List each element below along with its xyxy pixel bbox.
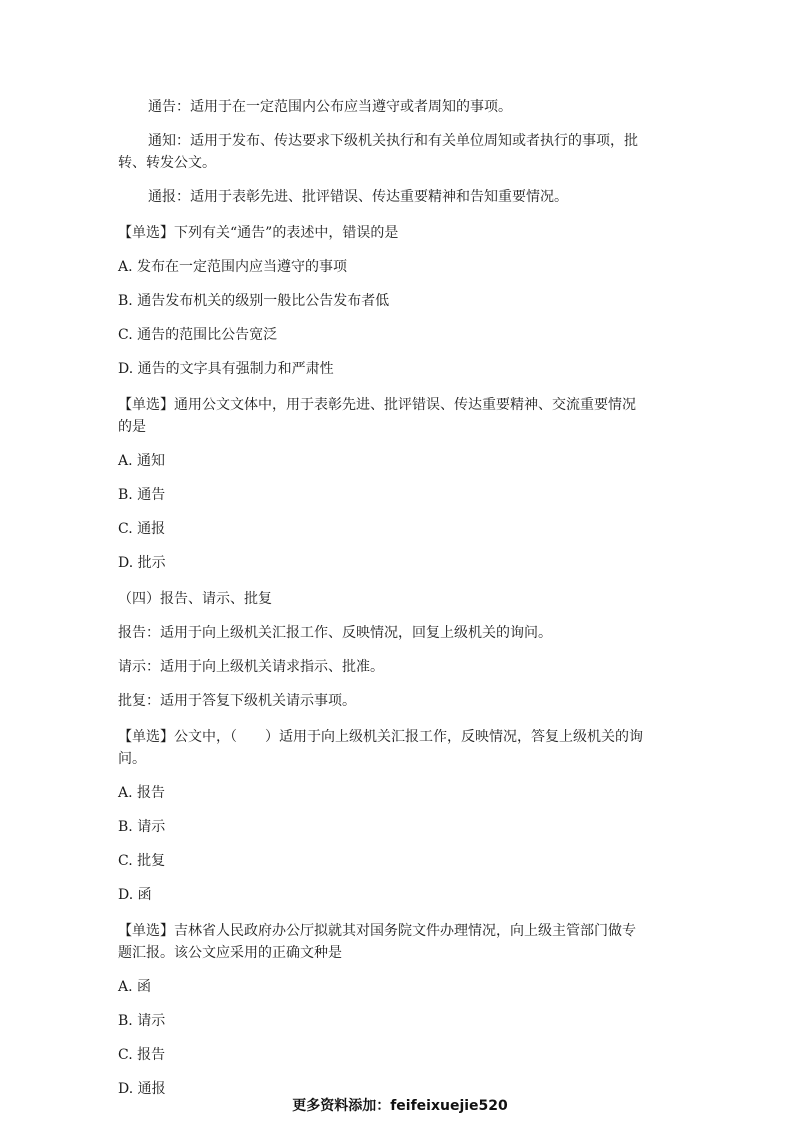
question-stem: 【单选】通用公文文体中，用于表彰先进、批评错误、传达重要精神、交流重要情况的是 xyxy=(118,397,636,435)
option-a: A. 通知 xyxy=(118,453,166,469)
question-stem: 【单选】下列有关“通告”的表述中，错误的是 xyxy=(118,225,399,241)
option-c: C. 通告的范围比公告宽泛 xyxy=(118,327,278,343)
question-1 xyxy=(118,222,648,380)
option-c: C. 通报 xyxy=(118,521,166,537)
question-3 xyxy=(118,726,648,906)
option-a: A. 报告 xyxy=(118,785,166,801)
document-body xyxy=(118,96,648,1100)
footer-contact: 更多资料添加：feifeixuejie520 xyxy=(292,1098,508,1114)
option-c: C. 报告 xyxy=(118,1047,166,1063)
question-stem: 【单选】吉林省人民政府办公厅拟就其对国务院文件办理情况，向上级主管部门做专题汇报。该公文应采用的正确文种是 xyxy=(118,923,636,961)
definition-baogao: 报告：适用于向上级机关汇报工作、反映情况，回复上级机关的询问。 xyxy=(118,625,552,641)
option-d: D. 函 xyxy=(118,887,152,903)
option-d: D. 通报 xyxy=(118,1081,166,1097)
option-a: A. 函 xyxy=(118,979,152,995)
definition-pifu: 批复：适用于答复下级机关请示事项。 xyxy=(118,693,356,709)
option-b: B. 请示 xyxy=(118,819,166,835)
option-d: D. 通告的文字具有强制力和严肃性 xyxy=(118,361,334,377)
option-d: D. 批示 xyxy=(118,555,166,571)
section-report-request-reply xyxy=(118,588,648,712)
paragraph-tongzhi: 通知：适用于发布、传达要求下级机关执行和有关单位周知或者执行的事项，批转、转发公文。 xyxy=(118,133,638,171)
paragraph-tongbao: 通报：适用于表彰先进、批评错误、传达重要精神和告知重要情况。 xyxy=(148,189,568,205)
section-heading: （四）报告、请示、批复 xyxy=(118,591,272,607)
option-b: B. 通告发布机关的级别一般比公告发布者低 xyxy=(118,293,390,309)
paragraph-tonggao: 通告：适用于在一定范围内公布应当遵守或者周知的事项。 xyxy=(148,99,512,115)
question-stem: 【单选】公文中，（ ）适用于向上级机关汇报工作，反映情况，答复上级机关的询问。 xyxy=(118,729,643,767)
definition-qingshi: 请示：适用于向上级机关请求指示、批准。 xyxy=(118,659,384,675)
option-b: B. 通告 xyxy=(118,487,166,503)
question-2 xyxy=(118,394,648,574)
option-c: C. 批复 xyxy=(118,853,166,869)
question-4 xyxy=(118,920,648,1100)
option-b: B. 请示 xyxy=(118,1013,166,1029)
option-a: A. 发布在一定范围内应当遵守的事项 xyxy=(118,259,348,275)
